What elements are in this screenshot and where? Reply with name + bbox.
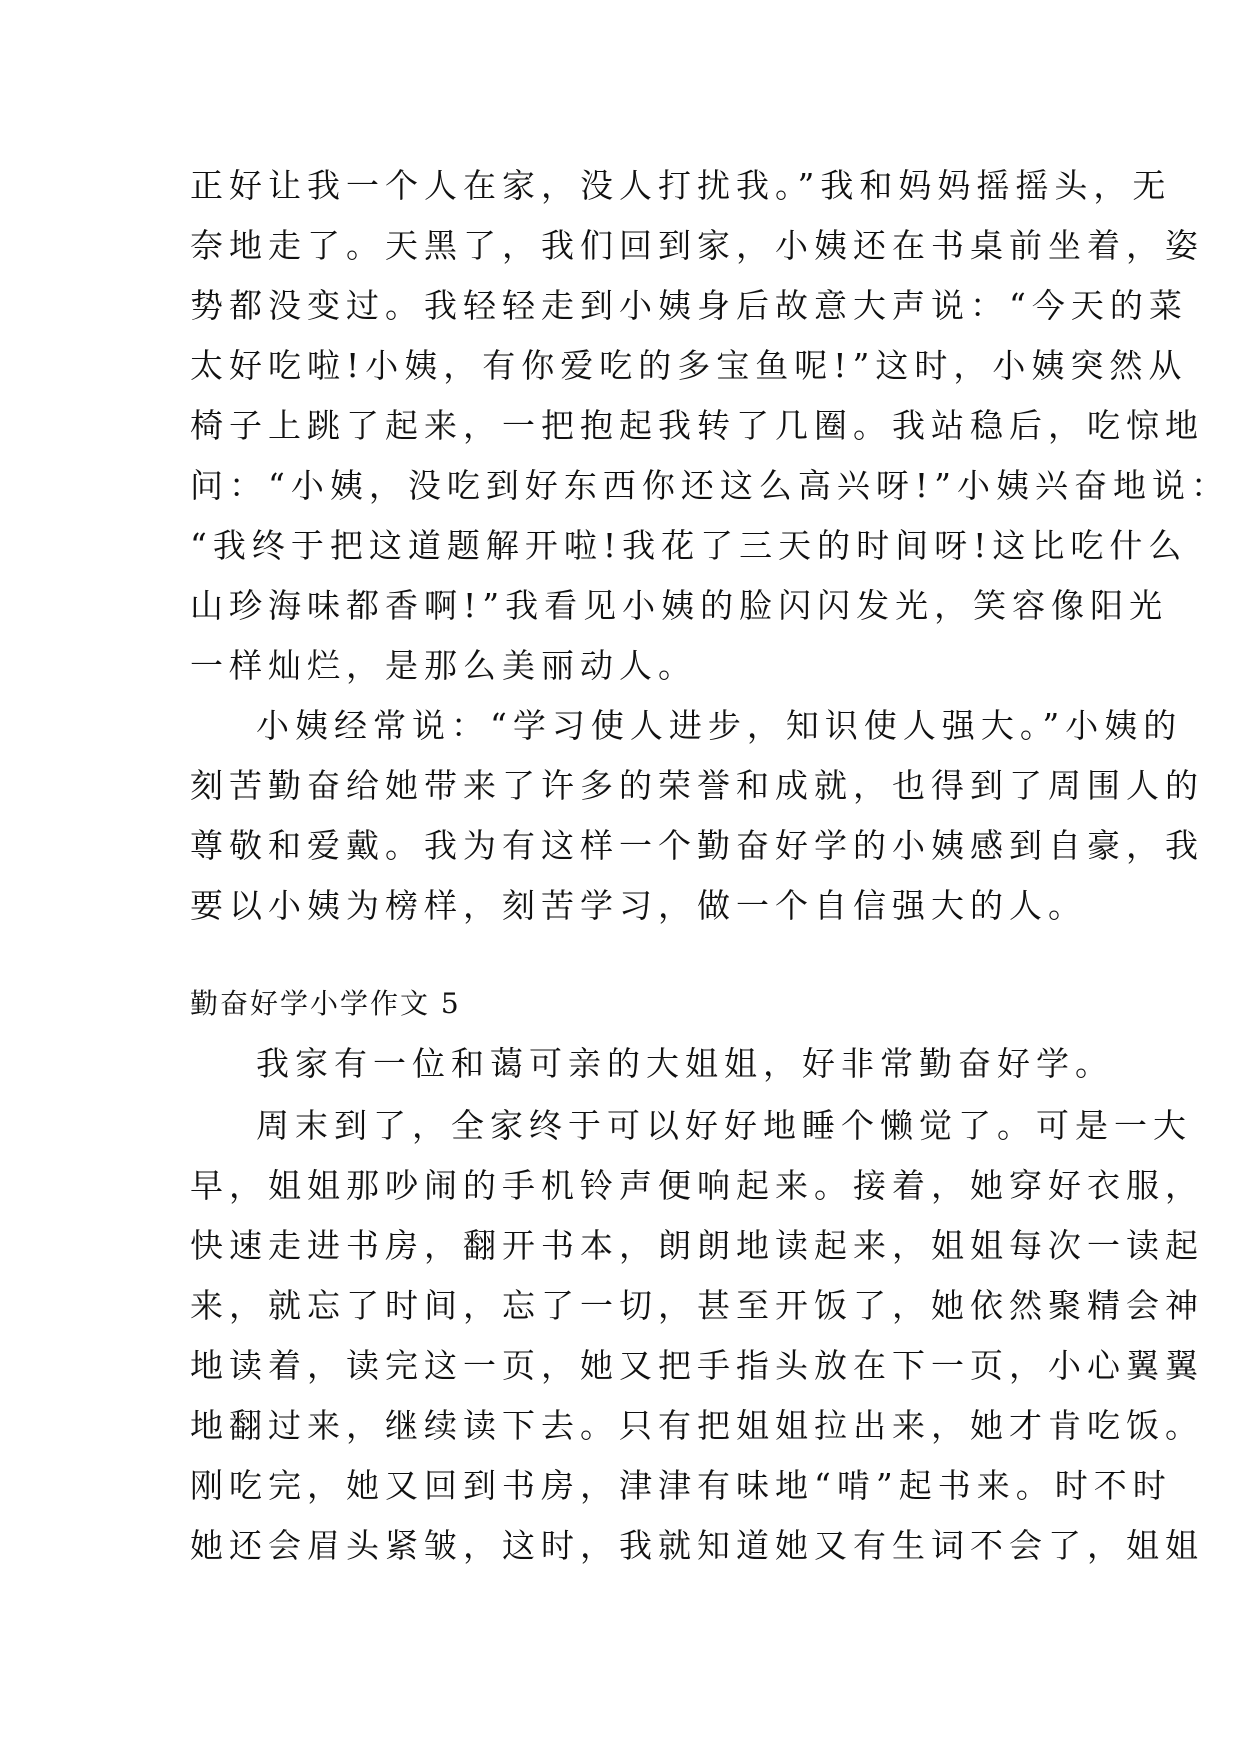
paragraph-line: 尊敬和爱戴。我为有这样一个勤奋好学的小姨感到自豪，我 (190, 826, 1204, 865)
paragraph-line: 小姨经常说：“学习使人进步，知识使人强大。”小姨的 (256, 706, 1183, 745)
paragraph-line: 早，姐姐那吵闹的手机铃声便响起来。接着，她穿好衣服， (190, 1166, 1204, 1205)
paragraph-line: 奈地走了。天黑了，我们回到家，小姨还在书桌前坐着，姿 (190, 226, 1204, 265)
paragraph-line: 正好让我一个人在家，没人打扰我。”我和妈妈摇摇头，无 (190, 166, 1172, 205)
paragraph-line: 问：“小姨，没吃到好东西你还这么高兴呀!”小姨兴奋地说： (190, 466, 1231, 505)
paragraph-line: “我终于把这道题解开啦!我花了三天的时间呀!这比吃什么 (190, 526, 1188, 565)
section-heading: 勤奋好学小学作文 5 (190, 987, 461, 1020)
paragraph-line: 来，就忘了时间，忘了一切，甚至开饭了，她依然聚精会神 (190, 1286, 1204, 1325)
paragraph-line: 快速走进书房，翻开书本，朗朗地读起来，姐姐每次一读起 (190, 1226, 1204, 1265)
paragraph-line: 山珍海味都香啊!”我看见小姨的脸闪闪发光，笑容像阳光 (190, 586, 1169, 625)
paragraph-line: 地读着，读完这一页，她又把手指头放在下一页，小心翼翼 (190, 1346, 1204, 1385)
paragraph-line: 一样灿烂，是那么美丽动人。 (190, 646, 697, 685)
paragraph-line: 地翻过来，继续读下去。只有把姐姐拉出来，她才肯吃饭。 (190, 1406, 1204, 1445)
paragraph-line: 周末到了，全家终于可以好好地睡个懒觉了。可是一大 (256, 1106, 1192, 1145)
paragraph-line: 椅子上跳了起来，一把抱起我转了几圈。我站稳后，吃惊地 (190, 406, 1204, 445)
paragraph-line: 刚吃完，她又回到书房，津津有味地“啃”起书来。时不时 (190, 1466, 1172, 1505)
paragraph-line: 要以小姨为榜样，刻苦学习，做一个自信强大的人。 (190, 886, 1087, 925)
paragraph-line: 太好吃啦!小姨，有你爱吃的多宝鱼呢!”这时，小姨突然从 (190, 346, 1188, 385)
paragraph-line: 势都没变过。我轻轻走到小姨身后故意大声说：“今天的菜 (190, 286, 1188, 325)
paragraph-line: 她还会眉头紧皱，这时，我就知道她又有生词不会了，姐姐 (190, 1526, 1204, 1565)
paragraph-line: 我家有一位和蔼可亲的大姐姐，好非常勤奋好学。 (256, 1044, 1114, 1083)
paragraph-line: 刻苦勤奋给她带来了许多的荣誉和成就，也得到了周围人的 (190, 766, 1204, 805)
